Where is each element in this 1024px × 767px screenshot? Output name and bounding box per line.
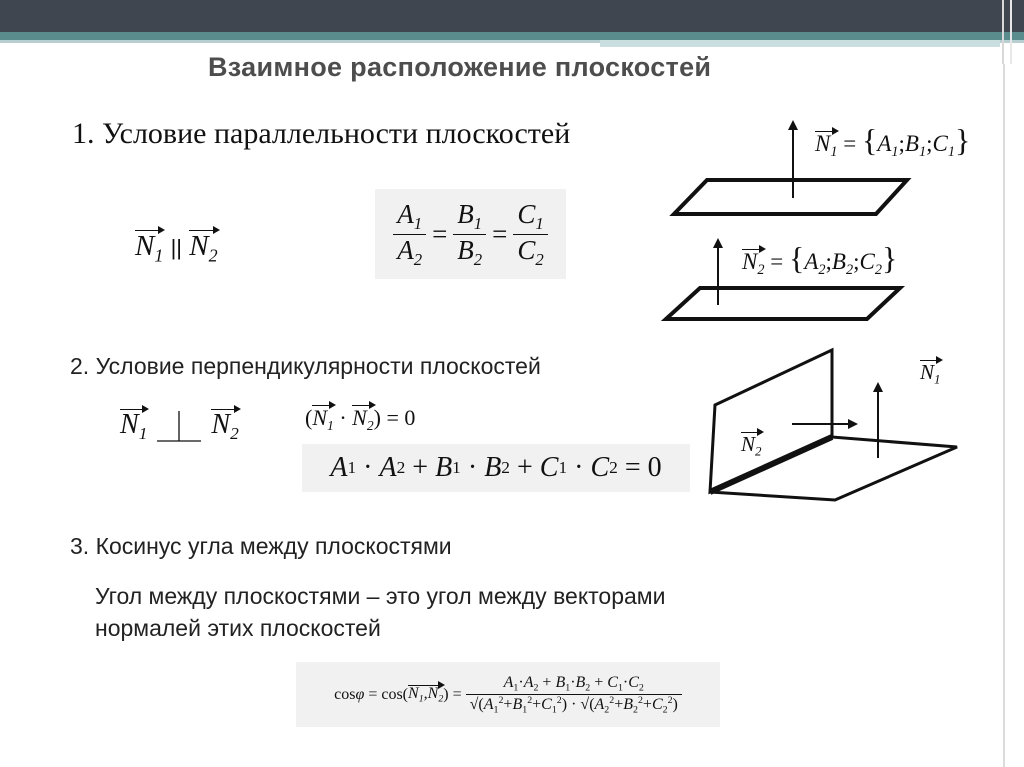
dot-product-zero: $(N_1 \cdot N_2) = 0$ — [305, 405, 416, 433]
diagram-label-n2: $N_2$ — [741, 432, 762, 459]
section1-text: Условие параллельности плоскостей — [102, 117, 571, 150]
parallel-condition-formula: $\frac{A_1}{A_2}$ = $\frac{B_1}{B_2}$ = $\frac{C_1}{C_2}$ — [375, 189, 566, 279]
perpendicular-condition-formula: A 1 · A 2 + B 1 · B 2 + C 1 · C 2 = 0 — [302, 444, 690, 492]
section1-number: 1. — [72, 117, 95, 150]
section3-description-line2: нормалей этих плоскостей — [95, 615, 381, 641]
cosine-formula: cos φ = cos( $N_1,N_2$ ) = $\frac{A_1\cdot A_2 + B_1\cdot B_2 + C_1\cdot C_2}{√(A_1^2+B_1^2+C_1^2) \cdot √(A_2^2+B_2^2+C_2^2)}$ — [296, 662, 720, 727]
perpendicular-vector-relation: $N_1$ $N_2$ — [120, 408, 239, 443]
slide-title: Взаимное расположение плоскостей — [208, 52, 712, 82]
parallel-vector-relation: $N_1$ || $N_2$ — [135, 230, 218, 266]
right-border-line — [1003, 64, 1005, 767]
perpendicular-symbol — [153, 408, 205, 444]
plane-2 — [666, 288, 900, 319]
normal-vector-1-definition: $N_1$ = $\{A_1;B_1;C_1\}$ — [815, 122, 971, 160]
section2-heading: 2. Условие перпендикулярности плоскостей — [70, 353, 541, 379]
section3-heading: 3. Косинус угла между плоскостями — [70, 533, 452, 559]
plane-1 — [674, 180, 907, 214]
section1-heading — [72, 117, 570, 151]
normal-vector-2-definition: $N_2$ = $\{A_2;B_2;C_2\}$ — [742, 240, 898, 278]
vertical-plane — [710, 350, 832, 492]
section3-description — [95, 580, 665, 644]
diagram-label-n1: $N_1$ — [920, 360, 941, 387]
section3-description-line1: Угол между плоскостями – это угол между векторами — [95, 583, 666, 609]
